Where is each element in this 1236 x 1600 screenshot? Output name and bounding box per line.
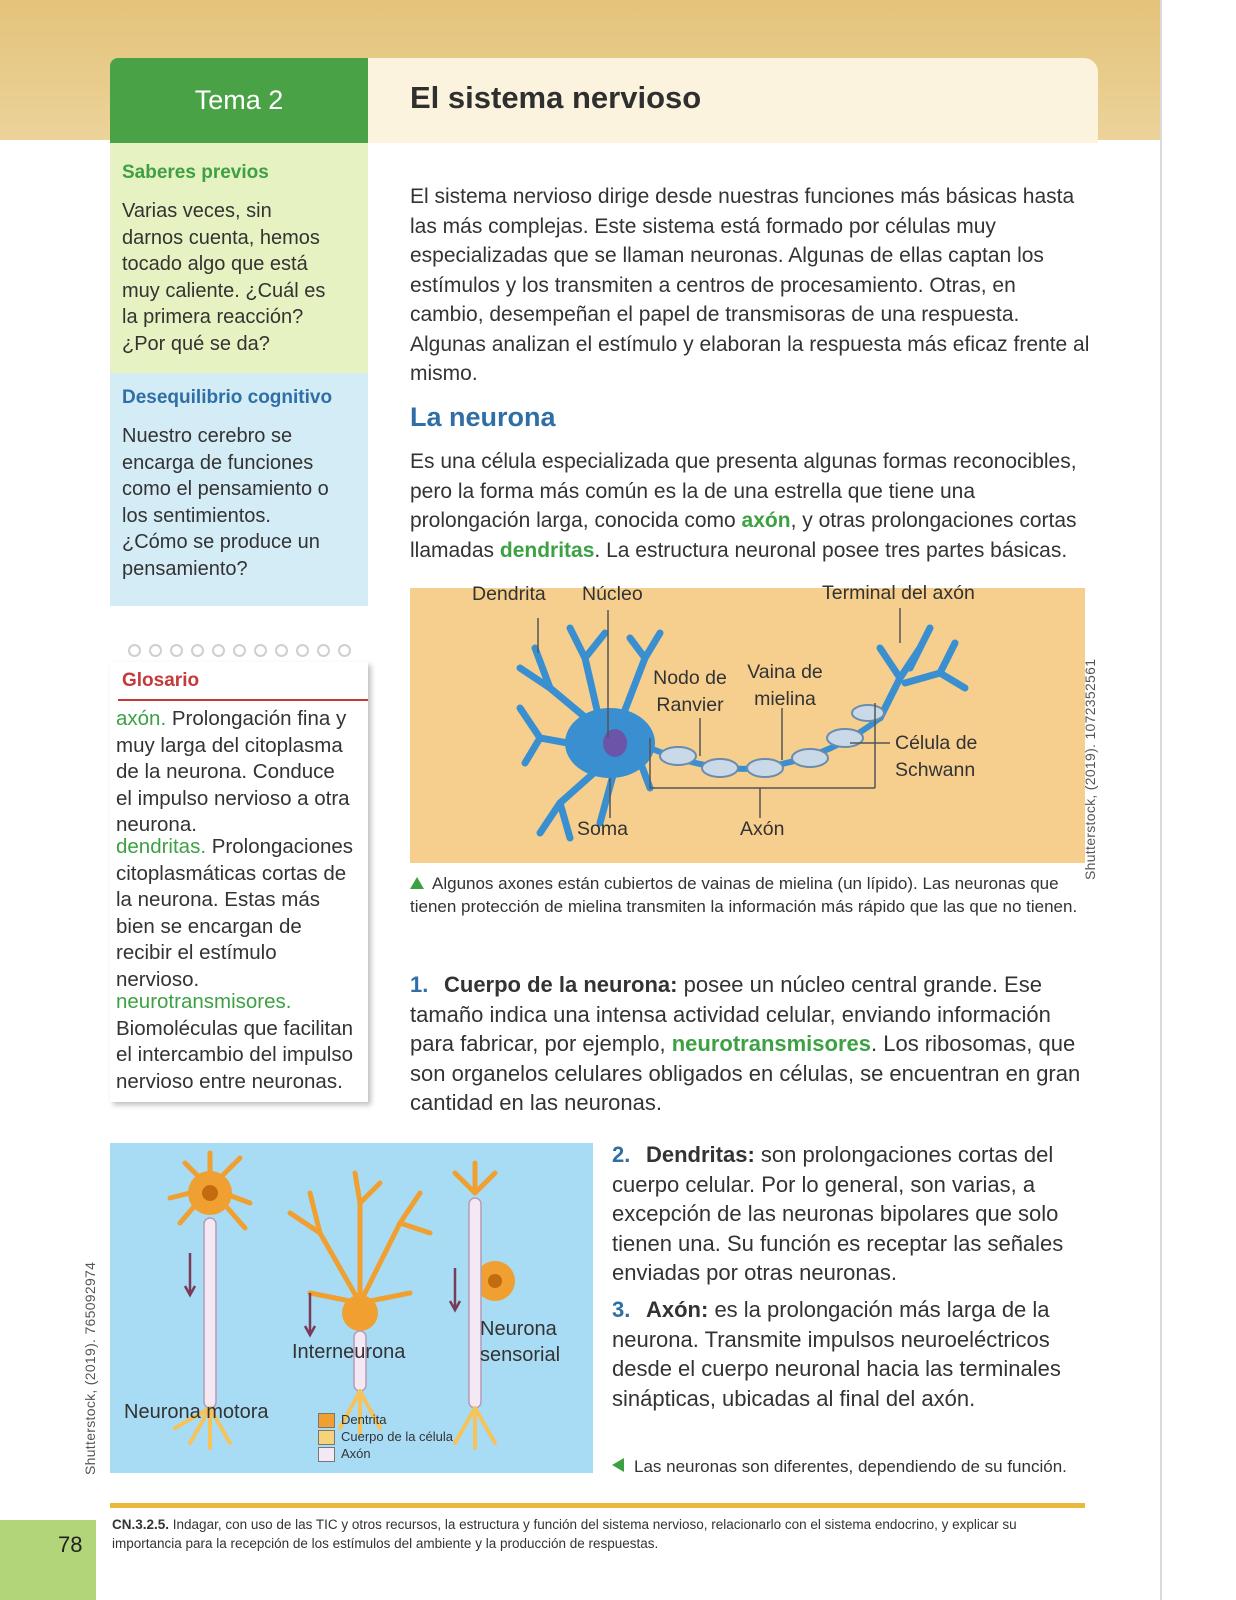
types-caption: Las neuronas son diferentes, dependiendo de su función. [612,1455,1092,1478]
glosario-title: Glosario [122,670,200,691]
section-heading-neurona: La neurona [410,402,556,432]
list-item-dendritas: 2. Dendritas: son prolongaciones cortas del cuerpo celular. Por lo general, son varias, a excepción de las neuronas bipolares que solo tienen una. Su función es receptar las señales enviadas por otras neuronas. [612,1142,1064,1285]
label-dendrita: Dendrita [472,583,546,605]
page-edge [1160,0,1162,1600]
neuron-diagram [410,582,1085,863]
neurona-paragraph: Es una célula especializada que presenta algunas formas reconocibles, pero la forma más común es la de una estrella que tiene una prolongación larga, conocida como axón, y otras prolongaciones cortas llamadas dendritas. La estructura neuronal posee tres partes básicas. [410,450,1077,562]
label-nodo-ranvier: Nodo de Ranvier [653,667,727,716]
footer-divider [110,1503,1085,1508]
label-soma: Soma [577,818,628,840]
label-celula-schwann: Célula de Schwann [895,732,978,781]
label-neurona-sensorial: Neurona sensorial [480,1318,561,1366]
legend-swatch [318,1447,335,1462]
types-legend [318,1411,453,1462]
intro-paragraph: El sistema nervioso dirige desde nuestras funciones más básicas hasta las más complejas. Este sistema está formado por células muy especializadas que se llaman neuronas. Algunas de ellas captan los estímulos y los transmiten a centros de procesamiento. Otras, en cambio, desempeñan el papel de transmisoras de una respuesta. Algunas analizan el estímulo y elaboran la respuesta más eficaz frente al mismo. [410,185,1090,385]
footer-curriculum-text: CN.3.2.5. Indagar, con uso de las TIC y otros recursos, la estructura y función del sistema nervioso, relacionarlo con el sistema endocrino, y explicar su importancia para la recepción de los estímulos del ambiente y la producción de respuestas. [112,1517,1017,1551]
glosario-entry-dendritas: dendritas. Prolongaciones citoplasmáticas cortas de la neurona. Estas más bien se encargan de recibir el estímulo nervioso. [116,835,354,991]
diagram-caption: Algunos axones están cubiertos de vainas de mielina (un lípido). Las neuronas que tienen protección de mielina transmiten la información más rápido que las que no tienen. [410,874,1078,916]
list-item-axon: 3. Axón: es la prolongación más larga de la neurona. Transmite impulsos neuroeléctricos desde el cuerpo neuronal hacia las terminales sinápticas, ubicadas al final del axón. [612,1297,1061,1411]
desequilibrio-title: Desequilibrio cognitivo [122,387,333,408]
saberes-previos-text: Varias veces, sin darnos cuenta, hemos tocado algo que está muy caliente. ¿Cuál es la primera reacción? ¿Por qué se da? [122,200,326,355]
label-terminal-axon: Terminal del axón [822,582,975,604]
glosario-entry-neurotransmisores: neurotransmisores. Biomoléculas que facilitan el intercambio del impulso nervioso entre neuronas. [116,990,354,1093]
triangle-left-icon [612,1458,624,1472]
legend-swatch [318,1413,335,1428]
legend-item-axon: Axón [318,1445,453,1462]
saberes-previos-title: Saberes previos [122,162,269,183]
topic-tab: Tema 2 [110,58,368,143]
page-number: 78 [58,1532,83,1557]
glosario-entry-axon: axón. Prolongación fina y muy larga del citoplasma de la neurona. Conduce el impulso nervioso a otra neurona. [116,707,350,836]
label-axon: Axón [740,818,785,840]
label-neurona-motora: Neurona motora [124,1401,269,1423]
neuron-types-figure [110,1143,593,1473]
label-nucleo: Núcleo [582,583,643,605]
types-credit: Shutterstock, (2019). 765092974 [82,1261,98,1475]
legend-item-dentrita: Dentrita [318,1411,453,1428]
list-item-cuerpo: 1. Cuerpo de la neurona: posee un núcleo central grande. Ese tamaño indica una intensa actividad celular, enviando información para fabricar, por ejemplo, neurotransmisores. Los ribosomas, que son organelos celulares obligados en células, se encuentran en gran cantidad en las neuronas. [410,972,1081,1115]
legend-swatch [318,1430,335,1445]
diagram-credit: Shutterstock, (2019). 1072352561 [1082,658,1098,880]
glosario-divider [118,699,368,701]
page-title: El sistema nervioso [410,80,702,115]
label-vaina-mielina: Vaina de mielina [747,661,823,710]
desequilibrio-text: Nuestro cerebro se encarga de funciones como el pensamiento o los sentimientos. ¿Cómo se produce un pensamiento? [122,425,329,580]
triangle-up-icon [410,877,424,889]
label-interneurona: Interneurona [292,1341,406,1363]
legend-item-cuerpo: Cuerpo de la célula [318,1428,453,1445]
notebook-spiral [128,644,368,658]
